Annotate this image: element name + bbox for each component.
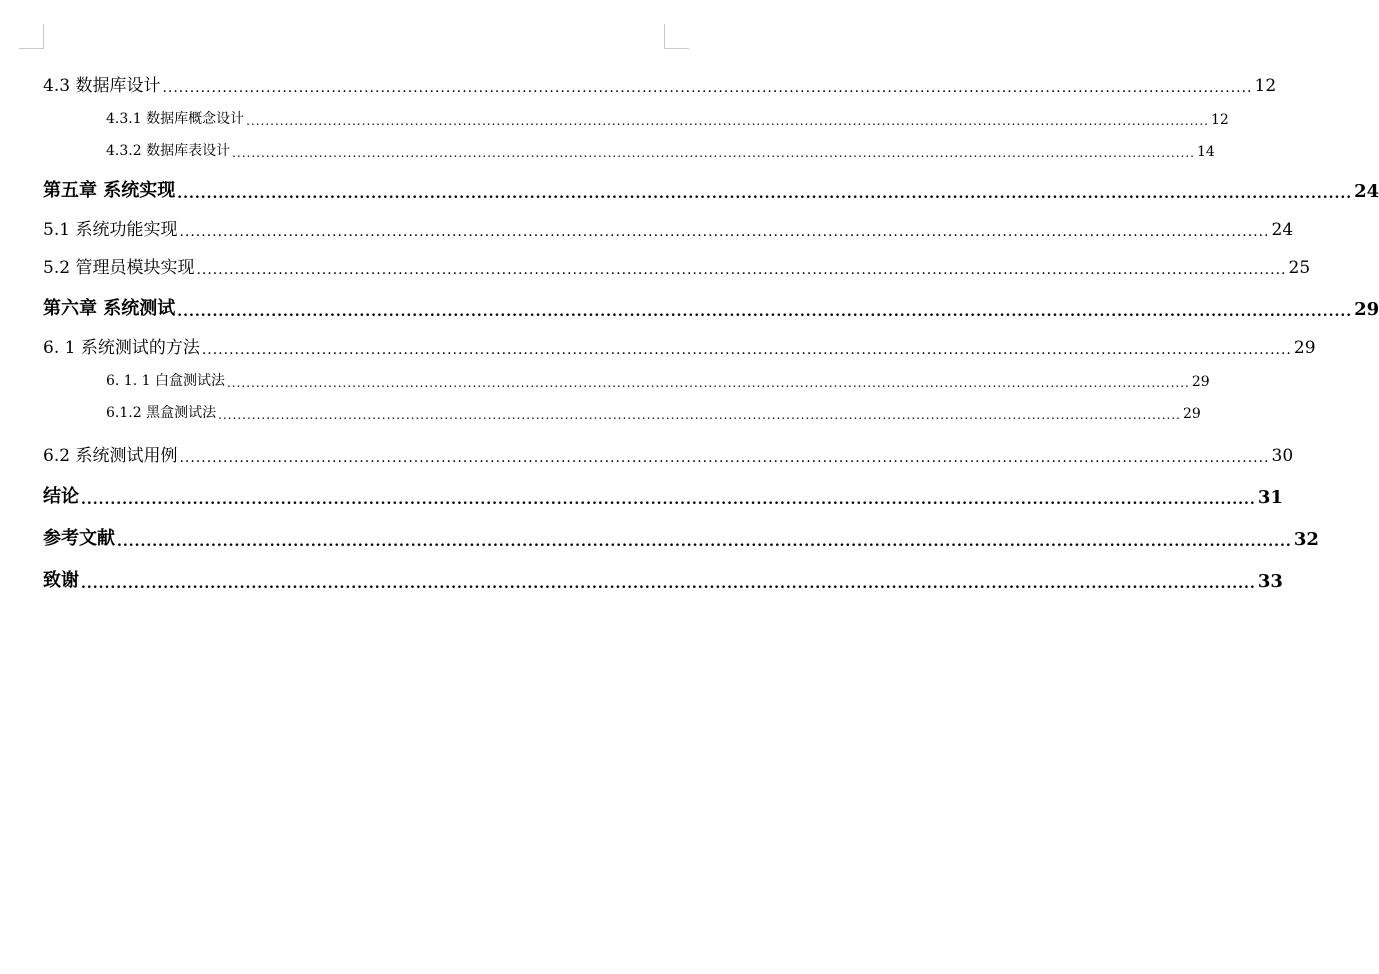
toc-entry-page: 29 [1182,406,1201,422]
toc-entry-page: 24 [1354,181,1379,202]
toc-leader-dots: ........................................................................................................................................................................................................ [179,224,1270,240]
toc-entry-title: 6.1.2 黑盒测试法 [106,405,217,421]
toc-entry-title: 结论 [43,486,79,507]
toc-leader-dots: ........................................................................................................................................................................................................ [177,304,1353,320]
toc-entry-title: 6. 1 系统测试的方法 [43,338,200,358]
toc-entry[interactable] [43,390,1201,422]
toc-entry-page: 25 [1288,258,1311,278]
toc-entry[interactable] [43,508,1319,550]
toc-leader-dots: ........................................................................................................................................................................................................ [201,342,1292,358]
toc-entry-page: 29 [1293,338,1316,358]
toc-leader-dots: ........................................................................................................................................................................................................ [218,408,1181,422]
toc-entry[interactable] [43,422,1294,466]
toc-leader-dots: ........................................................................................................................................................................................................ [177,186,1353,202]
toc-entry-title: 4.3 数据库设计 [43,76,161,96]
toc-leader-dots: ........................................................................................................................................................................................................ [179,450,1270,466]
toc-leader-dots: ........................................................................................................................................................................................................ [81,492,1256,508]
toc-entry-title: 第六章 系统测试 [43,298,176,319]
toc-entry-page: 29 [1354,299,1379,320]
toc-entry-title: 6. 1. 1 白盒测试法 [106,373,225,389]
toc-entry-page: 12 [1210,112,1229,128]
toc-entry-page: 31 [1257,487,1283,508]
toc-entry-title: 第五章 系统实现 [43,180,176,201]
toc-entry-title: 4.3.1 数据库概念设计 [106,111,245,127]
toc-entry-title: 6.2 系统测试用例 [43,446,178,466]
toc-entry-page: 32 [1293,529,1319,550]
toc-entry-page: 14 [1196,144,1215,160]
toc-entry[interactable] [43,320,1316,358]
toc-entry-page: 12 [1254,76,1277,96]
toc-entry[interactable] [43,240,1311,278]
toc-entry[interactable] [43,358,1210,390]
table-of-contents [43,58,1379,592]
toc-entry-page: 33 [1257,571,1283,592]
toc-entry-title: 参考文献 [43,528,115,549]
toc-entry-title: 5.1 系统功能实现 [43,220,178,240]
toc-entry-title: 4.3.2 数据库表设计 [106,143,231,159]
toc-entry-title: 致谢 [43,570,79,591]
toc-leader-dots: ........................................................................................................................................................................................................ [117,534,1292,550]
page-corner-mark-left [19,24,44,49]
toc-leader-dots: ........................................................................................................................................................................................................ [162,80,1253,96]
toc-entry-page: 24 [1271,220,1294,240]
toc-entry[interactable] [43,550,1283,592]
toc-leader-dots: ........................................................................................................................................................................................................ [246,114,1209,128]
toc-entry[interactable] [43,466,1283,508]
toc-entry-page: 29 [1191,374,1210,390]
toc-entry[interactable] [43,202,1294,240]
toc-entry-title: 5.2 管理员模块实现 [43,258,195,278]
toc-leader-dots: ........................................................................................................................................................................................................ [196,262,1287,278]
toc-entry[interactable] [43,96,1229,128]
toc-entry-page: 30 [1271,446,1294,466]
toc-entry[interactable] [43,128,1215,160]
toc-leader-dots: ........................................................................................................................................................................................................ [81,576,1256,592]
page-corner-mark-right [664,24,689,49]
toc-entry[interactable] [43,58,1277,96]
toc-leader-dots: ........................................................................................................................................................................................................ [232,146,1195,160]
toc-leader-dots: ........................................................................................................................................................................................................ [226,376,1190,390]
toc-entry[interactable] [43,278,1379,320]
toc-entry[interactable] [43,160,1379,202]
